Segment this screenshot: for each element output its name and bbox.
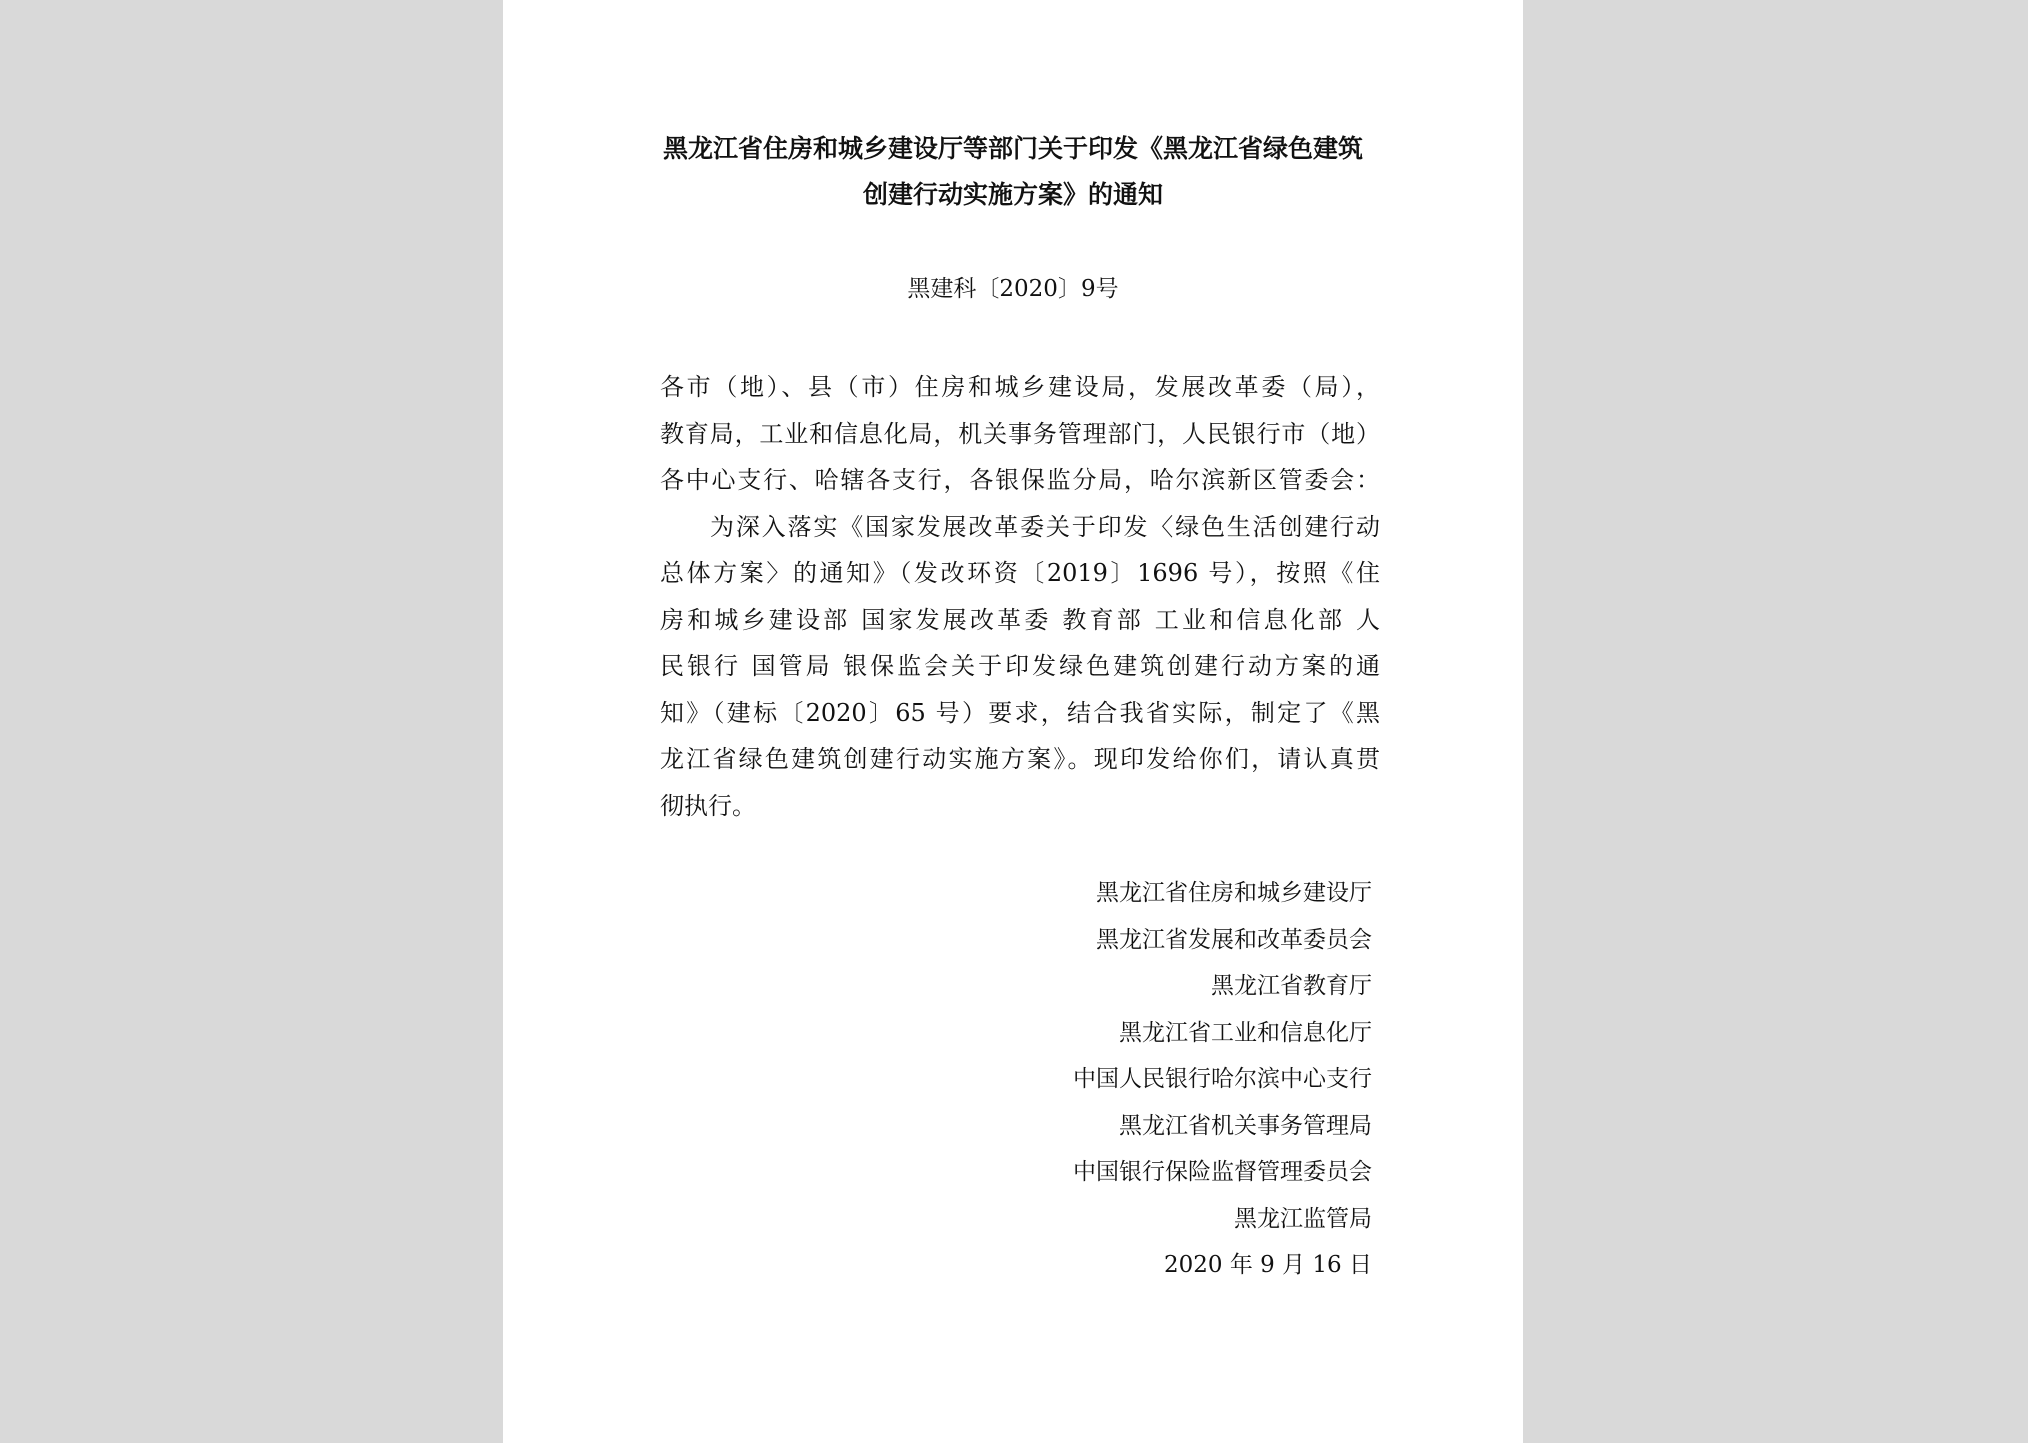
body-paragraph-line: 民银行 国管局 银保监会关于印发绿色建筑创建行动方案的通 — [660, 652, 1380, 680]
body-paragraph-line: 房和城乡建设部 国家发展改革委 教育部 工业和信息化部 人 — [660, 605, 1380, 634]
signer-name: 黑龙江省发展和改革委员会 — [1096, 926, 1372, 953]
title-line: 创建行动实施方案》的通知 — [862, 180, 1163, 209]
body-paragraph-line: 为深入落实《国家发展改革委关于印发〈绿色生活创建行动 — [710, 512, 1380, 541]
document-body — [660, 364, 1380, 829]
body-paragraph-line: 总体方案〉的通知》（发改环资〔2019〕1696 号），按照《住 — [660, 559, 1380, 587]
document-page — [503, 0, 1523, 1443]
document-number: 黑建科〔2020〕9号 — [907, 276, 1119, 302]
signature-block — [660, 870, 1372, 1289]
document-title — [503, 126, 1523, 218]
signer-name: 黑龙江省住房和城乡建设厅 — [1096, 880, 1372, 906]
signer-name: 中国银行保险监督管理委员会 — [1073, 1159, 1372, 1185]
addressee-line: 各中心支行、哈辖各支行，各银保监分局，哈尔滨新区管委会： — [660, 466, 1380, 494]
signer-name: 黑龙江省教育厅 — [1211, 973, 1372, 999]
signer-name: 中国人民银行哈尔滨中心支行 — [1073, 1066, 1372, 1092]
body-paragraph-line: 龙江省绿色建筑创建行动实施方案》。现印发给你们，请认真贯 — [660, 745, 1380, 773]
body-paragraph-line: 彻执行。 — [660, 791, 756, 820]
body-paragraph-line: 知》（建标〔2020〕65 号）要求，结合我省实际，制定了《黑 — [660, 698, 1380, 727]
signer-name: 黑龙江省工业和信息化厅 — [1119, 1019, 1372, 1046]
document-date: 2020 年 9 月 16 日 — [1164, 1252, 1372, 1278]
addressee-line: 教育局，工业和信息化局，机关事务管理部门，人民银行市（地） — [660, 419, 1380, 448]
signer-name: 黑龙江监管局 — [1234, 1205, 1372, 1232]
title-line: 黑龙江省住房和城乡建设厅等部门关于印发《黑龙江省绿色建筑 — [662, 134, 1363, 163]
signer-name: 黑龙江省机关事务管理局 — [1119, 1112, 1372, 1139]
addressee-line: 各市（地）、县（市）住房和城乡建设局，发展改革委（局）， — [660, 373, 1380, 401]
